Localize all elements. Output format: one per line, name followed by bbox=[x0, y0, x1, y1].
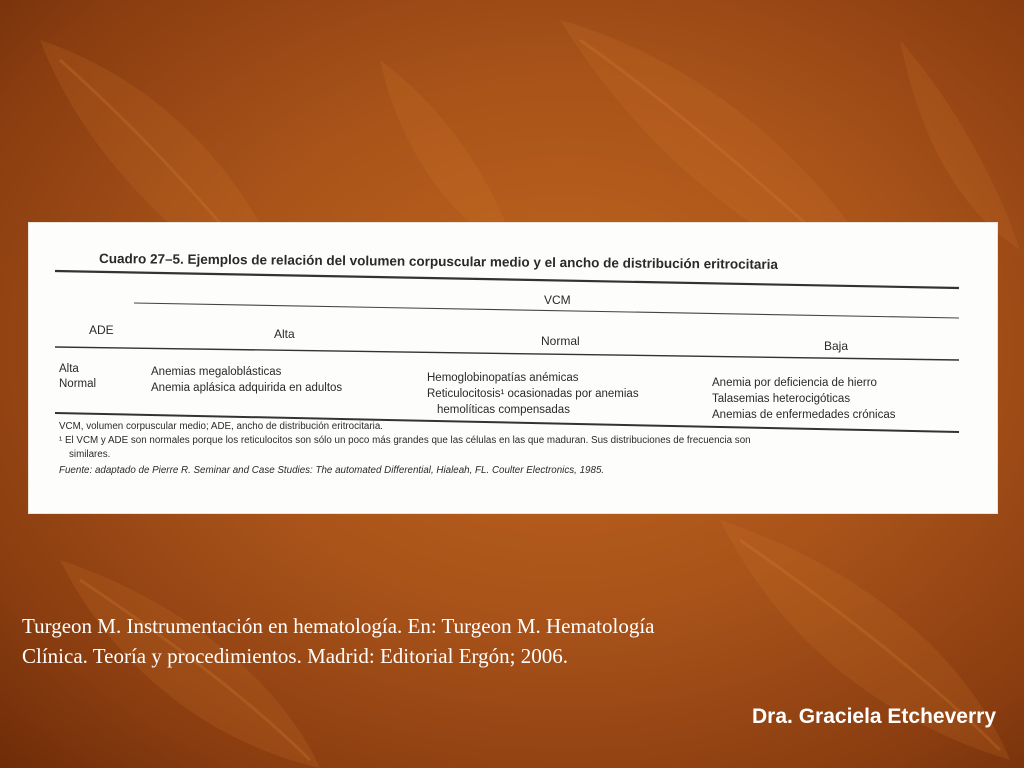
row-label-alta: Alta bbox=[59, 363, 79, 375]
citation-line-2: Clínica. Teoría y procedimientos. Madrid: Editorial Ergón; 2006. bbox=[22, 644, 568, 668]
author-name: Dra. Graciela Etcheverry bbox=[752, 705, 996, 728]
footnote-1-cont: similares. bbox=[69, 449, 111, 460]
citation-line-1: Turgeon M. Instrumentación en hematología. En: Turgeon M. Hematología bbox=[22, 614, 655, 638]
cell-baja-1: Anemia por deficiencia de hierro bbox=[712, 377, 877, 389]
col-header-alta: Alta bbox=[274, 327, 295, 341]
scanned-table-image bbox=[28, 222, 998, 514]
footnote-1: ¹ El VCM y ADE son normales porque los reticulocitos son sólo un poco más grandes que las células en las que maduran. Sus distribuciones de frecuencia son bbox=[59, 435, 751, 446]
cell-baja-3: Anemias de enfermedades crónicas bbox=[712, 409, 896, 421]
scanned-table bbox=[29, 223, 997, 513]
table-rule-top bbox=[55, 271, 959, 288]
col-header-normal: Normal bbox=[541, 334, 580, 348]
footnote-abbrev: VCM, volumen corpuscular medio; ADE, ancho de distribución eritrocitaria. bbox=[59, 421, 383, 432]
row-label-normal: Normal bbox=[59, 378, 97, 390]
cell-alta-1: Anemias megaloblásticas bbox=[151, 366, 282, 378]
footnote-source: Fuente: adaptado de Pierre R. Seminar and Case Studies: The automated Differential, Hialeah, FL. Coulter Electronics, 1985. bbox=[59, 465, 605, 476]
cell-normal-2: Reticulocitosis¹ ocasionadas por anemias bbox=[427, 388, 639, 400]
cell-normal-1: Hemoglobinopatías anémicas bbox=[427, 372, 579, 384]
cell-normal-3: hemolíticas compensadas bbox=[437, 404, 570, 416]
table-title: Cuadro 27–5. Ejemplos de relación del volumen corpuscular medio y el ancho de distribución eritrocitaria bbox=[98, 251, 779, 272]
cell-alta-2: Anemia aplásica adquirida en adultos bbox=[151, 382, 343, 394]
citation bbox=[22, 611, 862, 671]
col-header-baja: Baja bbox=[824, 339, 849, 353]
row-header: ADE bbox=[89, 323, 114, 337]
cell-baja-2: Talasemias heterocigóticas bbox=[712, 393, 851, 405]
col-group-header: VCM bbox=[544, 293, 571, 307]
